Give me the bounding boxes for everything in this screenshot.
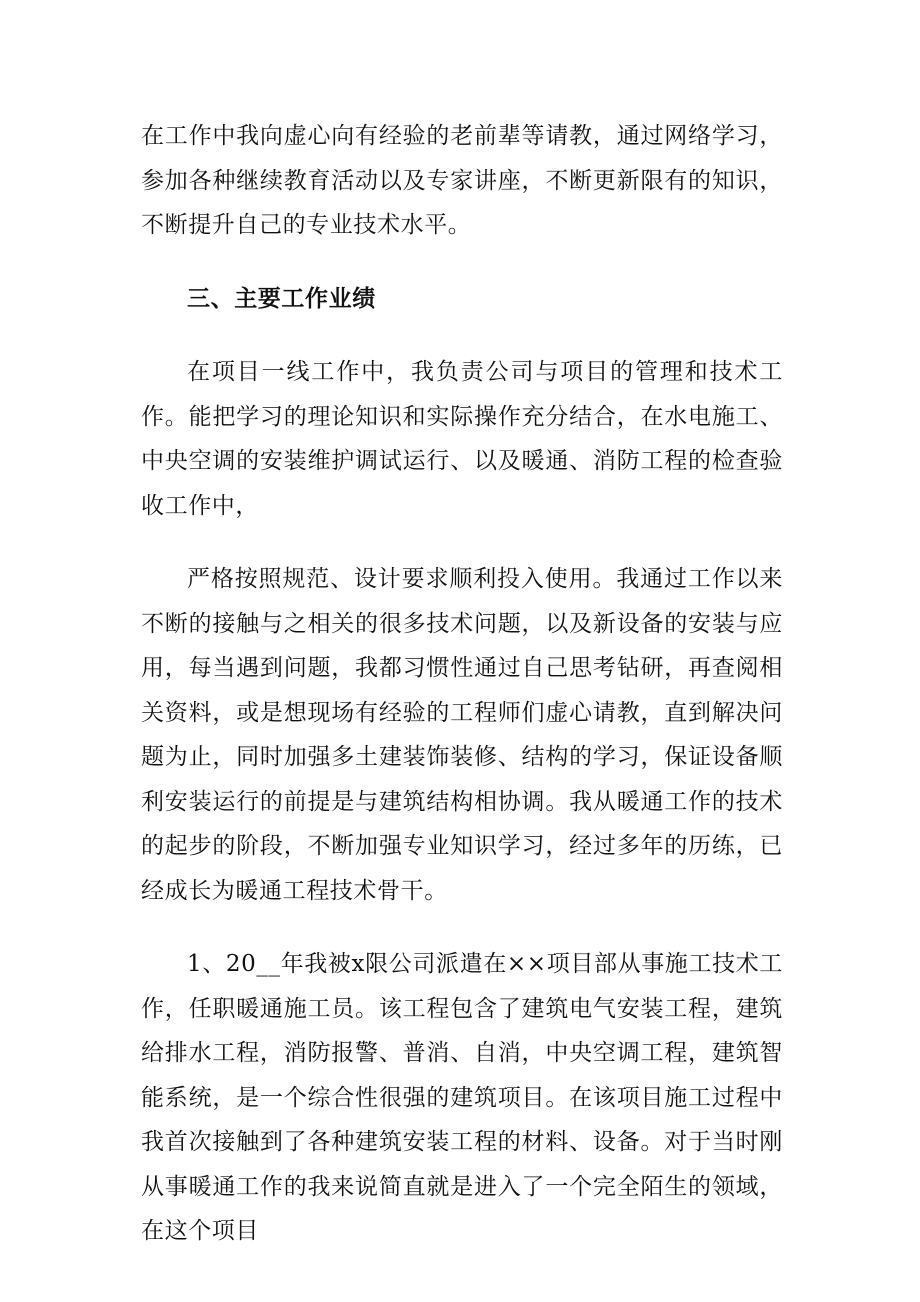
section-heading-main-achievements: 三、主要工作业绩	[187, 285, 376, 312]
paragraph-continuing-education: 在工作中我向虚心向有经验的老前辈等请教，通过网络学习，参加各种继续教育活动以及专家讲座，不断更新限有的知识，不断提升自己的专业技术水平。	[141, 123, 783, 238]
paragraph-technical-growth: 严格按照规范、设计要求顺利投入使用。我通过工作以来不断的接触与之相关的很多技术问题，以及新设备的安装与应用，每当遇到问题，我都习惯性通过自己思考钻研，再查阅相关资料，或是想现场有经验的工程师们虚心请教，直到解决问题为止，同时加强多土建装饰装修、结构的学习，保证设备顺利安装运行的前提是与建筑结构相协调。我从暖通工作的技术的起步的阶段，不断加强专业知识学习，经过多年的历练，已经成长为暖通工程技术骨干。	[141, 566, 783, 904]
document-body	[141, 114, 783, 1283]
paragraph-project-assignment: 1、20__年我被x限公司派遣在××项目部从事施工技术工作，任职暖通施工员。该工程包含了建筑电气安装工程，建筑给排水工程，消防报警、普消、自消，中央空调工程，建筑智能系统，是一个综合性很强的建筑项目。在该项目施工过程中我首次接触到了各种建筑安装工程的材料、设备。对于当时刚从事暖通工作的我来说简直就是进入了一个完全陌生的领域，在这个项目	[141, 951, 783, 1244]
paragraph-project-frontline: 在项目一线工作中，我负责公司与项目的管理和技术工作。能把学习的理论知识和实际操作充分结合，在水电施工、中央空调的安装维护调试运行、以及暖通、消防工程的检查验收工作中，	[141, 359, 783, 519]
